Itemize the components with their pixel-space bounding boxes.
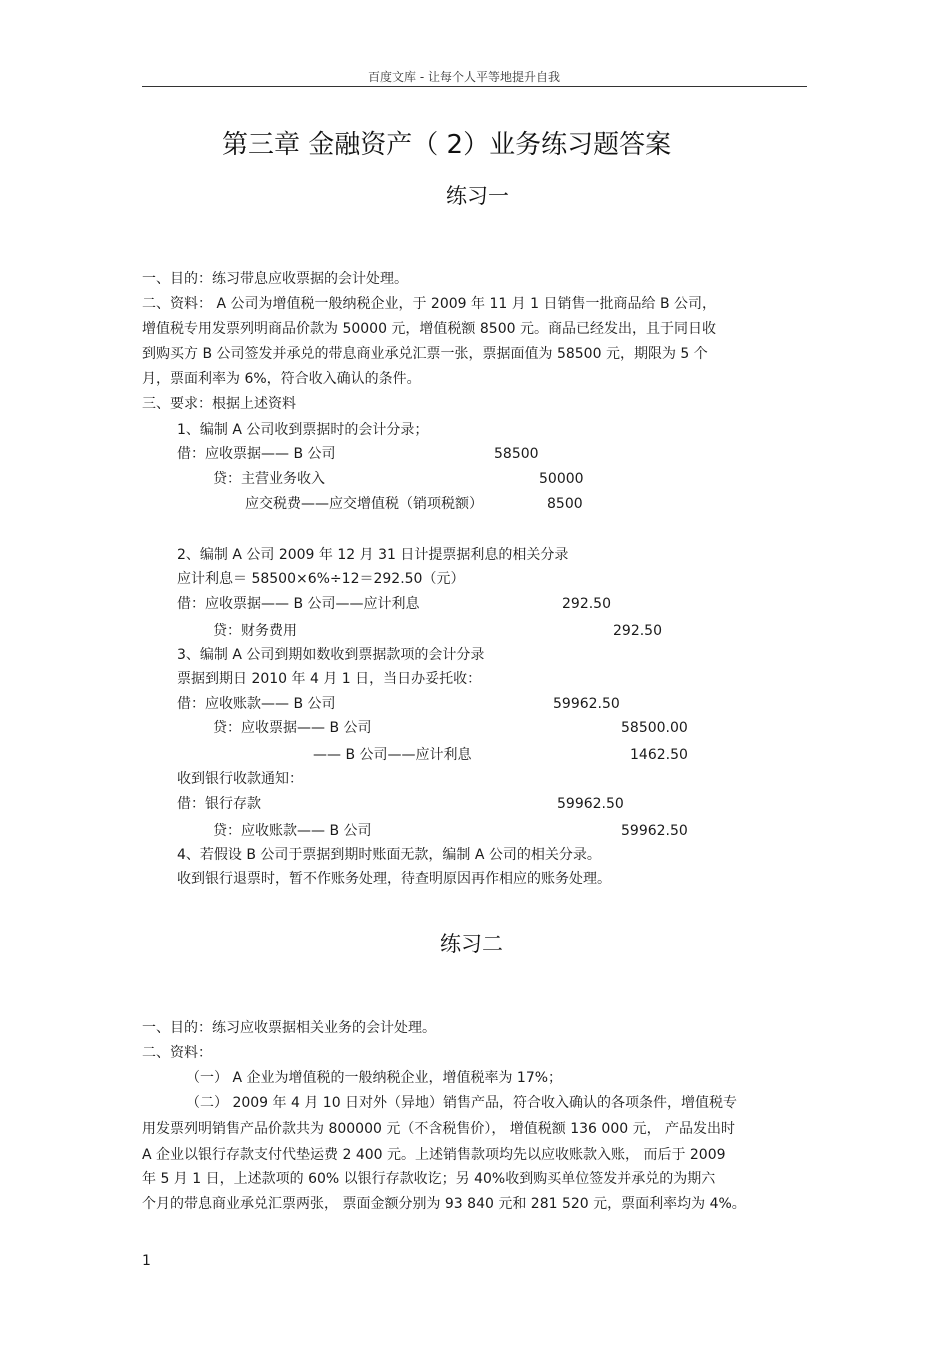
ex2-item-2-line: 年 5 月 1 日，上述款项的 60% 以银行存款收讫；另 40%收到购买单位签发并承兑的为期六 — [142, 1171, 716, 1187]
exercise-1-heading: 练习一 — [446, 184, 509, 208]
exercise-2-heading: 练习二 — [440, 932, 503, 956]
journal-credit-account: —— B 公司——应计利息 — [313, 747, 472, 763]
journal-debit-account: 借：应收账款—— B 公司 — [177, 696, 336, 712]
ex1-purpose: 一、目的：练习带息应收票据的会计处理。 — [142, 271, 408, 287]
ex1-material-line: 增值税专用发票列明商品价款为 50000 元，增值税额 8500 元。商品已经发出，且于同日收 — [142, 321, 716, 337]
journal-debit-amount: 58500 — [494, 446, 539, 462]
ex2-item-1: （一） A 企业为增值税的一般纳税企业，增值税率为 17%； — [186, 1070, 563, 1086]
journal-credit-account: 应交税费——应交增值税（销项税额） — [245, 496, 483, 512]
journal-debit-account: 借：应收票据—— B 公司 — [177, 446, 336, 462]
journal-debit-amount: 59962.50 — [553, 696, 620, 712]
journal-debit-account: 借：银行存款 — [177, 796, 261, 812]
ex1-bank-notice: 收到银行收款通知： — [177, 771, 303, 787]
document-title: 第三章 金融资产（ 2）业务练习题答案 — [222, 130, 672, 160]
header-divider — [142, 86, 807, 87]
journal-debit-amount: 59962.50 — [557, 796, 624, 812]
ex2-purpose: 一、目的：练习应收票据相关业务的会计处理。 — [142, 1020, 436, 1036]
page-header: 百度文库 - 让每个人平等地提升自我 — [368, 70, 560, 84]
journal-credit-amount: 292.50 — [613, 623, 662, 639]
ex1-material-line: 二、资料： A 公司为增值税一般纳税企业，于 2009 年 11 月 1 日销售一批商品给 B 公司， — [142, 296, 717, 312]
journal-debit-account: 借：应收票据—— B 公司——应计利息 — [177, 596, 420, 612]
ex1-requirement: 三、要求：根据上述资料 — [142, 396, 296, 412]
journal-debit-amount: 292.50 — [562, 596, 611, 612]
ex2-item-2-line: A 企业以银行存款支付代垫运费 2 400 元。上述销售款项均先以应收账款入账， 而后于 2009 — [142, 1147, 726, 1163]
ex1-question-3: 3、编制 A 公司到期如数收到票据款项的会计分录 — [177, 647, 485, 663]
ex1-question-4: 4、若假设 B 公司于票据到期时账面无款，编制 A 公司的相关分录。 — [177, 847, 601, 863]
journal-credit-amount: 50000 — [539, 471, 584, 487]
ex2-item-2-line: 个月的带息商业承兑汇票两张， 票面金额分别为 93 840 元和 281 520 元，票面利率均为 4%。 — [142, 1196, 746, 1212]
ex2-material-label: 二、资料： — [142, 1045, 212, 1061]
journal-credit-amount: 8500 — [547, 496, 583, 512]
journal-credit-amount: 58500.00 — [621, 720, 688, 736]
journal-credit-amount: 1462.50 — [630, 747, 688, 763]
ex1-material-line: 月，票面利率为 6%，符合收入确认的条件。 — [142, 371, 421, 387]
ex1-question-2: 2、编制 A 公司 2009 年 12 月 31 日计提票据利息的相关分录 — [177, 547, 569, 563]
ex1-answer-4: 收到银行退票时，暂不作账务处理，待查明原因再作相应的账务处理。 — [177, 871, 611, 887]
journal-credit-account: 贷：财务费用 — [213, 623, 297, 639]
journal-credit-amount: 59962.50 — [621, 823, 688, 839]
page-number: 1 — [142, 1253, 151, 1269]
ex1-question-1: 1、编制 A 公司收到票据时的会计分录； — [177, 422, 429, 438]
ex1-material-line: 到购买方 B 公司签发并承兑的带息商业承兑汇票一张，票据面值为 58500 元，期限为 5 个 — [142, 346, 708, 362]
ex2-item-2-line: 用发票列明销售产品价款共为 800000 元（不含税售价）， 增值税额 136 000 元， 产品发出时 — [142, 1121, 736, 1137]
journal-credit-account: 贷：应收票据—— B 公司 — [213, 720, 372, 736]
ex1-interest-calc: 应计利息＝ 58500×6%÷12＝292.50（元） — [177, 571, 465, 587]
ex1-maturity-note: 票据到期日 2010 年 4 月 1 日，当日办妥托收： — [177, 671, 482, 687]
journal-credit-account: 贷：主营业务收入 — [213, 471, 325, 487]
journal-credit-account: 贷：应收账款—— B 公司 — [213, 823, 372, 839]
ex2-item-2-line: （二） 2009 年 4 月 10 日对外（异地）销售产品，符合收入确认的各项条件，增值税专 — [186, 1095, 738, 1111]
